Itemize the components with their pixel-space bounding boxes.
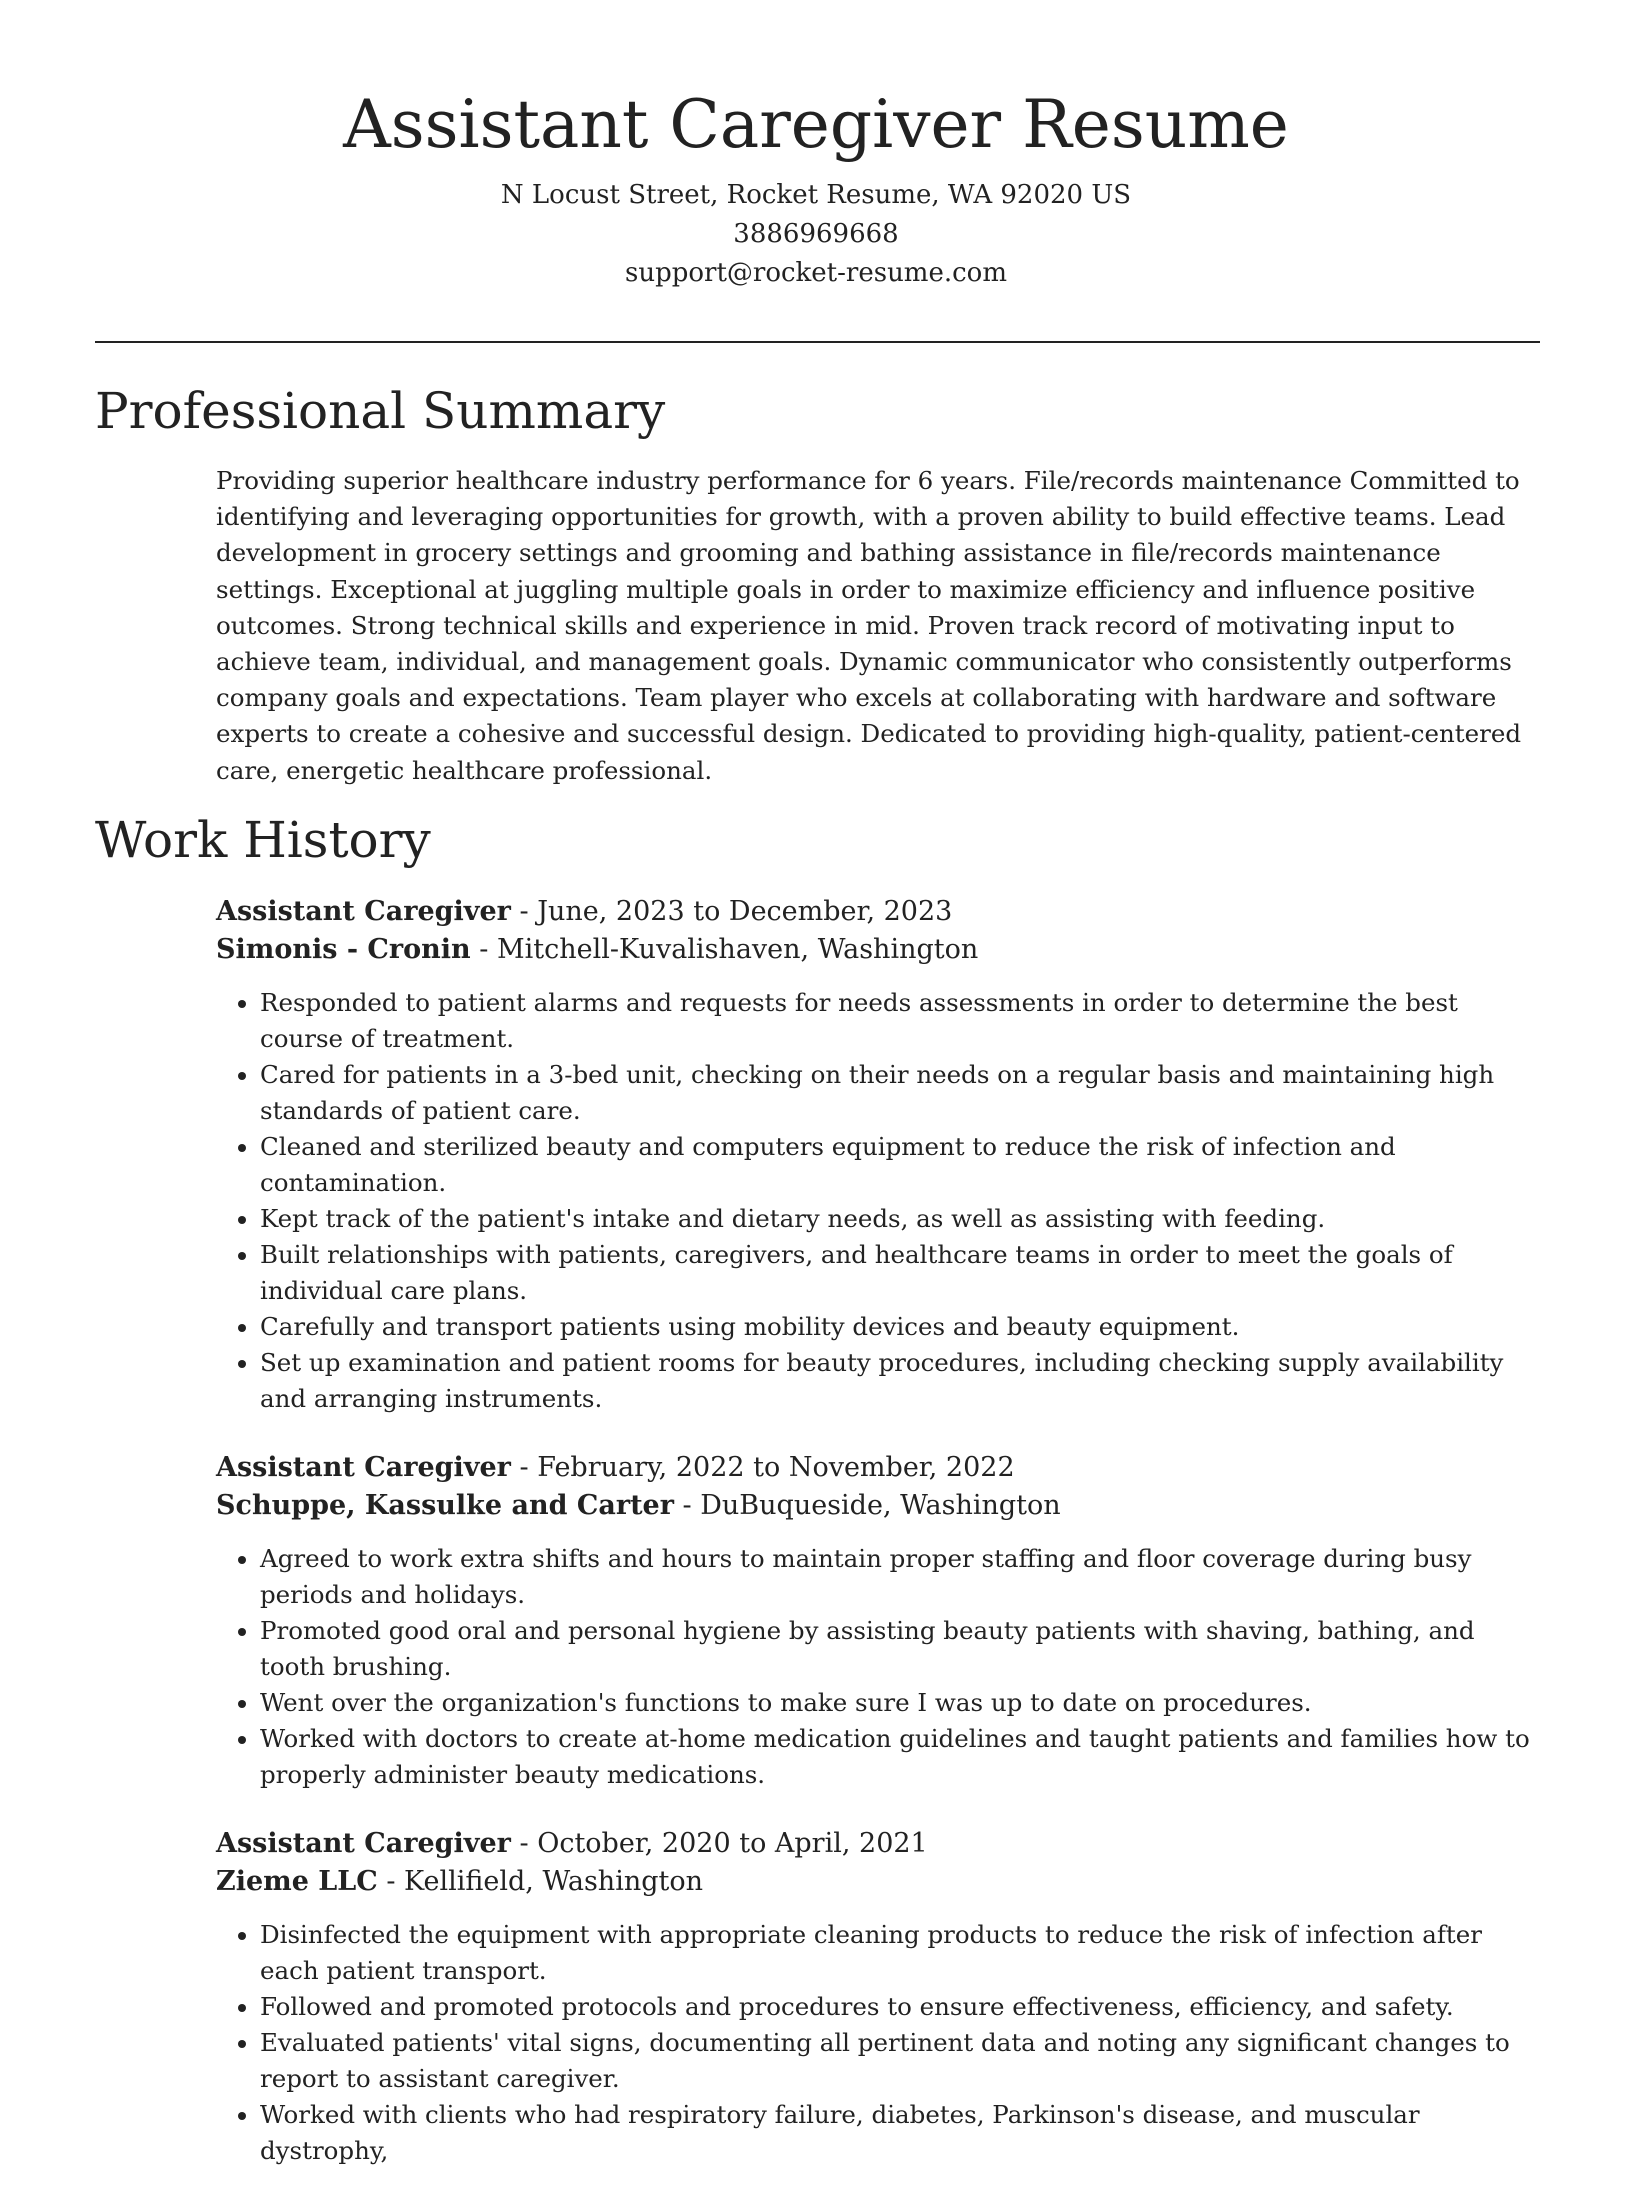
job-dates: February, 2022 to November, 2022 <box>537 1452 1015 1483</box>
header-divider <box>95 341 1540 343</box>
job-bullet: • Responded to patient alarms and requests for needs assessments in order to determine the best course of treatment. <box>260 985 1546 1057</box>
job-bullet: • Worked with doctors to create at-home medication guidelines and taught patients and families how to properly administer beauty medications. <box>260 1721 1546 1793</box>
work-history-heading: Work History <box>95 811 431 869</box>
job-bullet: • Promoted good oral and personal hygiene by assisting beauty patients with shaving, bathing, and tooth brushing. <box>260 1613 1546 1685</box>
job-entry <box>216 893 1546 1417</box>
job-bullet: • Carefully and transport patients using mobility devices and beauty equipment. <box>260 1309 1546 1345</box>
job-bullet: • Went over the organization's functions to make sure I was up to date on procedures. <box>260 1685 1546 1721</box>
contact-phone: 3886969668 <box>733 219 899 249</box>
job-bullets <box>216 1917 1546 2169</box>
job-bullet: • Kept track of the patient's intake and dietary needs, as well as assisting with feeding. <box>260 1201 1546 1237</box>
job-entry <box>216 1449 1546 1793</box>
job-bullets <box>216 1541 1546 1793</box>
job-company: Zieme LLC <box>216 1866 378 1897</box>
job-bullet: • Evaluated patients' vital signs, documenting all pertinent data and noting any significant changes to report to assistant caregiver. <box>260 2025 1546 2097</box>
job-location: DuBuqueside, Washington <box>700 1490 1061 1521</box>
job-bullet: • Cleaned and sterilized beauty and computers equipment to reduce the risk of infection and contamination. <box>260 1129 1546 1201</box>
job-entry <box>216 1825 1546 2169</box>
job-title: Assistant Caregiver <box>216 896 511 927</box>
resume-header <box>0 80 1632 293</box>
job-company-line <box>216 1487 1546 1525</box>
separator: - <box>510 1828 538 1859</box>
job-bullet: • Set up examination and patient rooms for beauty procedures, including checking supply availability and arranging instruments. <box>260 1345 1546 1417</box>
separator: - <box>510 1452 538 1483</box>
job-location: Mitchell-Kuvalishaven, Washington <box>496 934 979 965</box>
job-bullet: • Followed and promoted protocols and procedures to ensure effectiveness, efficiency, and safety. <box>260 1989 1546 2025</box>
job-title: Assistant Caregiver <box>216 1828 511 1859</box>
separator: - <box>470 934 497 965</box>
job-title-line <box>216 1449 1546 1487</box>
job-title-line <box>216 1825 1546 1863</box>
job-company: Simonis - Cronin <box>216 934 471 965</box>
job-title-line <box>216 893 1546 931</box>
job-dates: June, 2023 to December, 2023 <box>537 896 953 927</box>
job-company-line <box>216 931 1546 969</box>
job-bullet: • Built relationships with patients, caregivers, and healthcare teams in order to meet the goals of individual care plans. <box>260 1237 1546 1309</box>
job-bullet: • Agreed to work extra shifts and hours to maintain proper staffing and floor coverage during busy periods and holidays. <box>260 1541 1546 1613</box>
separator: - <box>510 896 538 927</box>
job-title: Assistant Caregiver <box>216 1452 511 1483</box>
job-company: Schuppe, Kassulke and Carter <box>216 1490 674 1521</box>
separator: - <box>377 1866 405 1897</box>
resume-title: Assistant Caregiver Resume <box>343 86 1289 163</box>
contact-email: support@rocket-resume.com <box>624 258 1007 288</box>
separator: - <box>673 1490 701 1521</box>
job-bullets <box>216 985 1546 1417</box>
job-bullet: • Worked with clients who had respiratory failure, diabetes, Parkinson's disease, and muscular dystrophy, <box>260 2097 1546 2169</box>
job-dates: October, 2020 to April, 2021 <box>537 1828 928 1859</box>
contact-address: N Locust Street, Rocket Resume, WA 92020 US <box>500 180 1132 210</box>
job-bullet: • Disinfected the equipment with appropriate cleaning products to reduce the risk of infection after each patient transport. <box>260 1917 1546 1989</box>
summary-text: Providing superior healthcare industry performance for 6 years. File/records maintenance Committed to identifying and leveraging opportunities for growth, with a proven ability to build effective teams. Lead development in grocery settings and grooming and bathing assistance in file/records maintenance settings. Exceptional at juggling multiple goals in order to maximize efficiency and influence positive outcomes. Strong technical skills and experience in mid. Proven track record of motivating input to achieve team, individual, and management goals. Dynamic communicator who consistently outperforms company goals and expectations. Team player who excels at collaborating with hardware and software experts to create a cohesive and successful design. Dedicated to providing high-quality, patient-centered care, energetic healthcare professional. <box>216 466 1522 785</box>
job-list <box>216 893 1546 2201</box>
job-bullet: • Cared for patients in a 3-bed unit, checking on their needs on a regular basis and maintaining high standards of patient care. <box>260 1057 1546 1129</box>
summary-heading: Professional Summary <box>95 382 666 440</box>
job-location: Kellifield, Washington <box>404 1866 703 1897</box>
job-company-line <box>216 1863 1546 1901</box>
